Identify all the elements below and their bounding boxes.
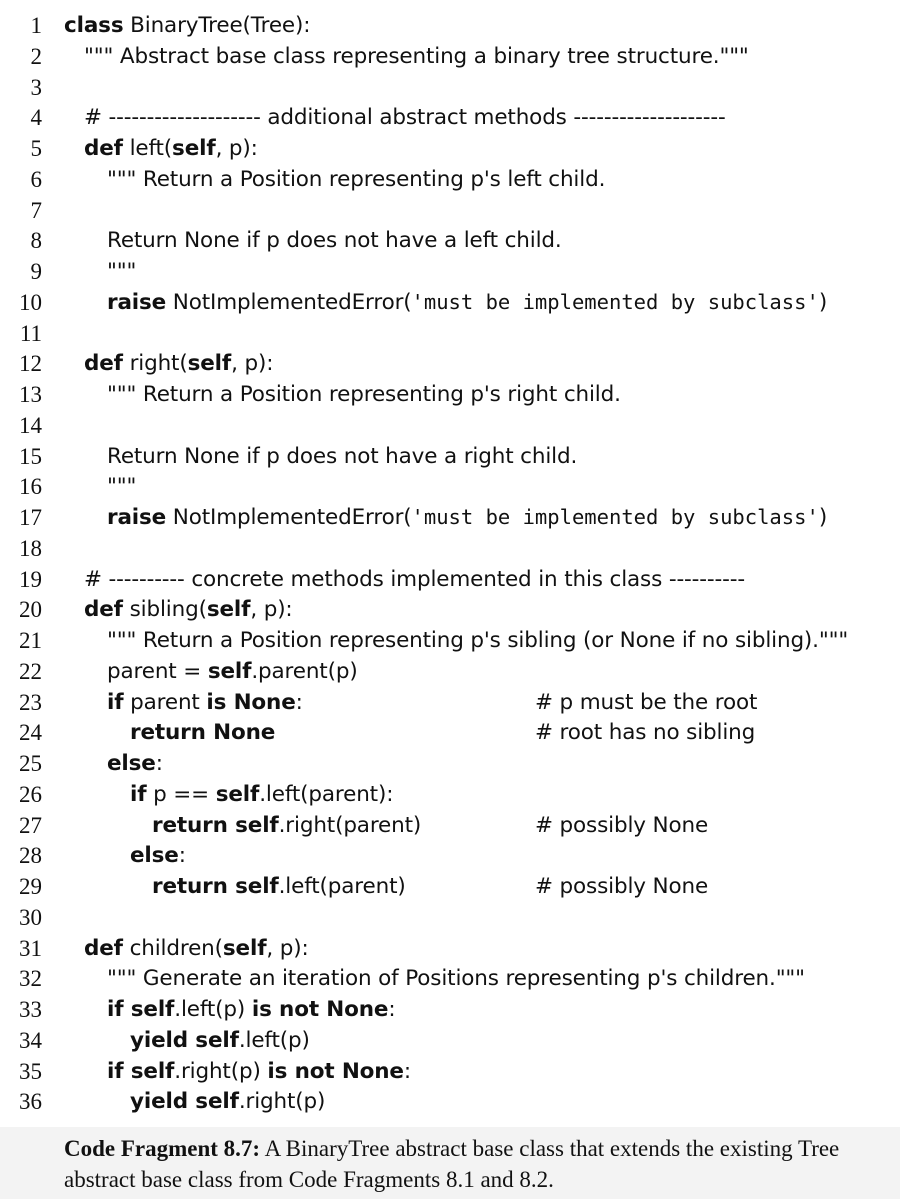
code-string-literal: 'must be implemented by subclass': [411, 289, 819, 314]
code-line: [0, 103, 900, 134]
code-line: [0, 442, 900, 473]
code-line: [0, 657, 900, 688]
line-number: 3: [30, 74, 42, 100]
code-keyword: is not None: [251, 997, 389, 1022]
code-keyword: if: [107, 689, 124, 715]
line-number: 23: [19, 689, 42, 715]
line-number: 24: [19, 720, 42, 746]
code-line: [0, 595, 900, 626]
code-line: [0, 11, 900, 42]
code-text: [84, 105, 726, 130]
code-line: [0, 73, 900, 104]
code-keyword: return self: [152, 812, 279, 838]
code-text: [107, 690, 303, 715]
line-number: 8: [30, 228, 42, 254]
code-token: :: [155, 751, 163, 776]
code-text: [84, 136, 258, 161]
caption: [64, 1133, 894, 1195]
code-token: p ==: [146, 781, 216, 807]
code-line: [0, 503, 900, 534]
line-number: 12: [19, 351, 42, 377]
line-number: 19: [19, 566, 42, 592]
line-number: 2: [30, 43, 42, 69]
code-keyword: else: [107, 751, 156, 776]
code-line: [0, 42, 900, 73]
code-token: .left(parent):: [259, 781, 394, 807]
code-keyword: yield self: [130, 1089, 239, 1115]
line-number: 7: [30, 197, 42, 223]
line-number: 18: [19, 535, 42, 561]
code-keyword: def: [84, 935, 123, 961]
code-token: , p):: [231, 351, 274, 377]
code-text: [84, 597, 293, 622]
code-comment: # root has no sibling: [535, 720, 756, 746]
code-token: :: [178, 843, 186, 869]
code-token: """ Generate an iteration of Positions representing p's children.""": [107, 966, 805, 992]
code-token: .left(p): [174, 997, 252, 1022]
line-number: 36: [19, 1089, 42, 1115]
line-number: 20: [19, 597, 42, 623]
code-token: children(: [122, 935, 223, 961]
line-number: 6: [30, 166, 42, 192]
code-line: [0, 534, 900, 565]
code-listing: [0, 11, 900, 1118]
code-text: [130, 720, 275, 745]
code-line: [0, 165, 900, 196]
code-token: , p):: [250, 597, 293, 623]
code-line: [0, 319, 900, 350]
code-line: [0, 380, 900, 411]
code-text: [107, 966, 805, 991]
code-token: ): [818, 505, 828, 530]
code-line: [0, 1026, 900, 1057]
code-line: [0, 288, 900, 319]
line-number: 27: [19, 812, 42, 838]
line-number: 22: [19, 658, 42, 684]
line-number: 32: [19, 966, 42, 992]
code-text: [84, 567, 745, 592]
line-number: 10: [19, 289, 42, 315]
code-text: [107, 1059, 411, 1084]
code-text: [152, 874, 406, 899]
line-number: 15: [19, 443, 42, 469]
code-text: [107, 444, 577, 469]
code-line: [0, 196, 900, 227]
line-number: 28: [19, 843, 42, 869]
code-token: , p):: [266, 935, 309, 961]
code-token: right(: [122, 351, 188, 377]
code-line: [0, 934, 900, 965]
code-token: .left(p): [238, 1027, 310, 1053]
code-token: :: [403, 1058, 411, 1084]
code-token: # ---------- concrete methods implemented in this class ----------: [84, 566, 745, 592]
line-number: 16: [19, 474, 42, 500]
code-line: [0, 134, 900, 165]
code-keyword: self: [187, 351, 232, 377]
line-number: 25: [19, 751, 42, 776]
line-number: 13: [19, 382, 42, 407]
code-token: .right(parent): [278, 812, 422, 838]
code-keyword: class: [64, 13, 124, 38]
code-line: [0, 565, 900, 596]
code-text: [107, 474, 136, 499]
code-token: ): [818, 289, 828, 315]
code-keyword: else: [130, 843, 179, 869]
code-keyword: if self: [107, 997, 175, 1022]
code-line: [0, 749, 900, 780]
code-text: [84, 351, 273, 376]
code-token: :: [388, 997, 396, 1022]
line-number: 9: [30, 259, 42, 284]
line-number: 29: [19, 874, 42, 899]
code-token: :: [295, 689, 303, 715]
code-line: [0, 811, 900, 842]
code-text: [64, 13, 310, 38]
code-comment: # possibly None: [535, 812, 709, 838]
code-keyword: is not None: [267, 1058, 404, 1084]
code-line: [0, 472, 900, 503]
code-keyword: def: [84, 351, 123, 377]
code-comment: # possibly None: [535, 874, 709, 899]
code-line: [0, 349, 900, 380]
code-keyword: def: [84, 597, 123, 623]
code-line: [0, 872, 900, 903]
code-token: """ Return a Position representing p's sibling (or None if no sibling).""": [107, 628, 849, 653]
line-number: 11: [19, 320, 42, 346]
code-keyword: def: [84, 136, 123, 161]
code-keyword: if: [130, 781, 147, 807]
code-line: [0, 964, 900, 995]
code-text: [152, 813, 421, 838]
code-keyword: self: [222, 935, 267, 961]
line-number: 17: [19, 505, 42, 530]
code-line: [0, 626, 900, 657]
code-text: [107, 382, 621, 407]
code-token: Return None if p does not have a left child.: [107, 228, 562, 254]
code-text: [107, 628, 848, 653]
code-text: [107, 290, 827, 315]
code-token: .right(p): [238, 1089, 326, 1115]
code-token: .left(parent): [278, 874, 406, 899]
code-text: [107, 997, 395, 1022]
code-token: parent =: [107, 658, 208, 684]
code-token: """ Return a Position representing p's right child.: [107, 382, 621, 407]
caption-body: A BinaryTree abstract base class that extends the existing Tree abstract base class from Code Fragments 8.1 and 8.2.: [64, 1136, 840, 1192]
code-line: [0, 995, 900, 1026]
code-token: NotImplementedError(: [166, 505, 412, 530]
code-keyword: if self: [107, 1058, 175, 1084]
code-token: BinaryTree(Tree):: [123, 13, 311, 38]
code-line: [0, 688, 900, 719]
caption-label: Code Fragment 8.7:: [64, 1136, 261, 1161]
code-line: [0, 780, 900, 811]
code-text: [84, 44, 749, 69]
code-line: [0, 1057, 900, 1088]
code-token: .right(p): [174, 1058, 268, 1084]
code-keyword: self: [206, 597, 251, 623]
code-text: [107, 167, 605, 192]
code-line: [0, 411, 900, 442]
line-number: 30: [19, 904, 42, 930]
code-line: [0, 226, 900, 257]
code-text: [107, 659, 358, 684]
line-number: 35: [19, 1058, 42, 1084]
code-keyword: self: [207, 658, 252, 684]
code-text: [84, 936, 309, 961]
code-token: left(: [122, 136, 173, 161]
code-text: [130, 1028, 310, 1053]
code-token: sibling(: [122, 597, 207, 623]
code-token: parent: [123, 689, 207, 715]
line-number: 34: [19, 1027, 42, 1053]
code-text: [107, 751, 163, 776]
code-text: [107, 228, 562, 253]
code-text: [130, 843, 186, 868]
line-number: 1: [30, 13, 42, 38]
code-text: [130, 782, 393, 807]
code-keyword: yield self: [130, 1027, 239, 1053]
line-number: 4: [30, 105, 42, 131]
code-keyword: is None: [206, 689, 296, 715]
code-line: [0, 257, 900, 288]
line-number: 33: [19, 997, 42, 1022]
code-token: # -------------------- additional abstract methods --------------------: [84, 105, 726, 131]
line-number: 14: [19, 412, 42, 438]
code-token: """: [107, 474, 137, 500]
code-keyword: self: [215, 781, 260, 807]
code-keyword: return self: [152, 874, 279, 899]
code-token: """ Return a Position representing p's left child.: [107, 166, 606, 192]
line-number: 31: [19, 935, 42, 961]
line-number: 5: [30, 136, 42, 161]
caption-box: [0, 1127, 900, 1199]
code-line: [0, 718, 900, 749]
code-keyword: return None: [130, 720, 276, 746]
code-token: .parent(p): [251, 658, 358, 684]
line-number: 21: [19, 628, 42, 653]
code-string-literal: 'must be implemented by subclass': [411, 505, 819, 529]
code-keyword: raise: [107, 505, 167, 530]
code-text: [107, 259, 136, 284]
code-text: [107, 505, 827, 530]
code-line: [0, 1087, 900, 1118]
code-token: """ Abstract base class representing a binary tree structure.""": [84, 43, 749, 69]
line-number: 26: [19, 781, 42, 807]
code-token: """: [107, 259, 137, 284]
code-token: Return None if p does not have a right child.: [107, 443, 578, 469]
code-line: [0, 841, 900, 872]
code-comment: # p must be the root: [535, 689, 758, 715]
code-token: , p):: [215, 136, 258, 161]
code-token: NotImplementedError(: [166, 289, 412, 315]
code-text: [130, 1089, 325, 1114]
code-keyword: self: [172, 136, 216, 161]
code-line: [0, 903, 900, 934]
code-keyword: raise: [107, 289, 167, 315]
